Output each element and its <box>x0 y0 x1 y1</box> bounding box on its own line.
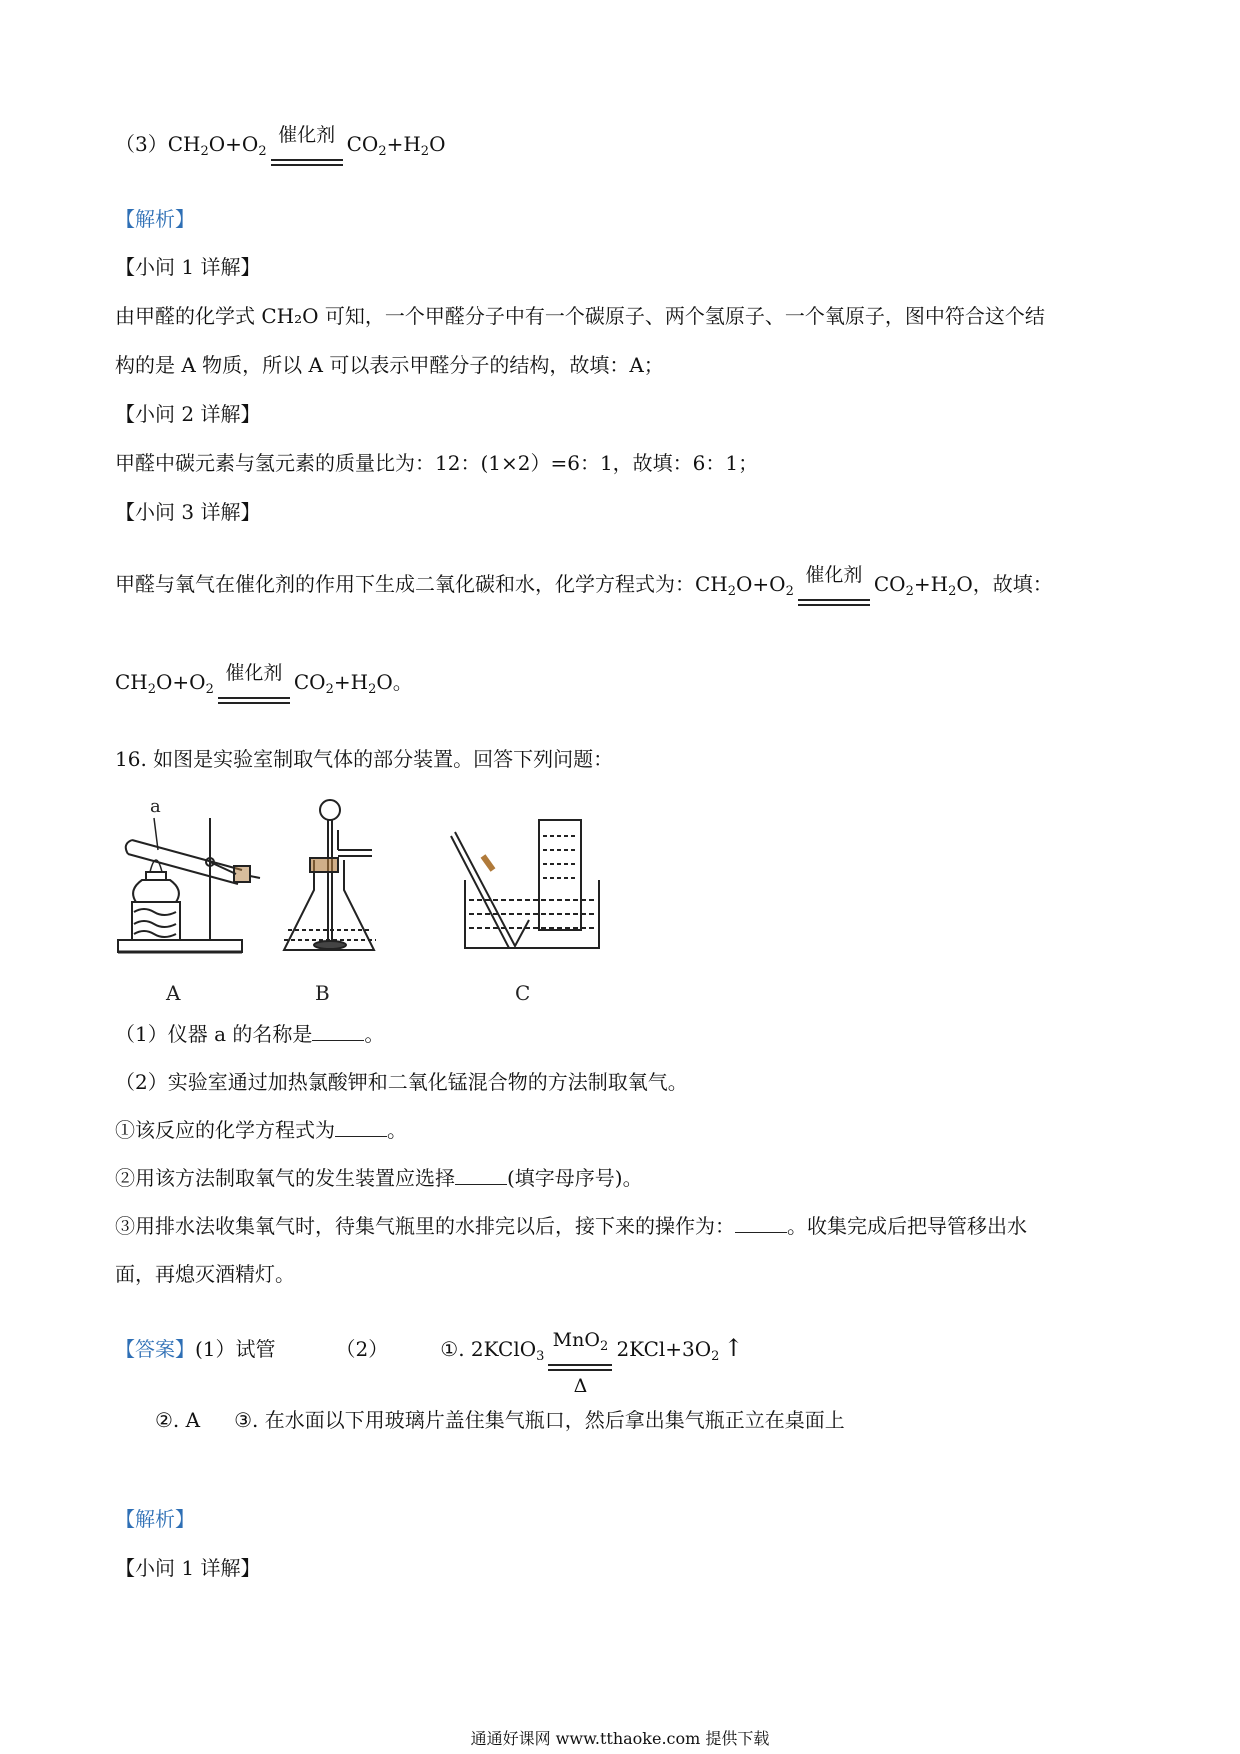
apparatus-b <box>284 800 376 950</box>
question16-stem: 16. 如图是实验室制取气体的部分装置。回答下列问题： <box>115 747 614 771</box>
fig-label-c: C <box>515 981 531 1005</box>
sub2-line: 甲醛中碳元素与氢元素的质量比为：12：(1×2）=6：1，故填：6：1； <box>115 451 759 475</box>
q16-1: （1）仪器 a 的名称是 。 <box>115 1022 385 1046</box>
apparatus-a <box>118 796 260 952</box>
analysis-label: 【解析】 <box>115 207 195 231</box>
catalyst-arrow: 催化剂 <box>798 587 870 606</box>
q3-prefix: （3） <box>115 132 168 156</box>
prev-answer-q3 <box>115 124 446 166</box>
sub3-line: 甲醛与氧气在催化剂的作用下生成二氧化碳和水，化学方程式为：$CH_2O+O_2$ 催化剂 $CO_2+H_2O$，故填： <box>115 570 1053 606</box>
sub3-heading: 【小问 3 详解】 <box>115 500 261 524</box>
sub2-heading: 【小问 2 详解】 <box>115 402 261 426</box>
q16-2-3-line2: 面，再熄灭酒精灯。 <box>115 1262 295 1286</box>
catalyst-arrow: 催化剂 <box>271 147 343 166</box>
mno2-arrow: MnO$_2$ Δ <box>548 1352 612 1371</box>
label-a: a <box>150 796 161 817</box>
q16-2-2: ②用该方法制取氧气的发生装置应选择 (填字母序号)。 <box>115 1166 643 1190</box>
q3-right: $CO_2+H_2O$ <box>346 132 446 159</box>
apparatus-c <box>451 820 599 948</box>
analysis2-label: 【解析】 <box>115 1507 195 1531</box>
sub1-line1: 由甲醛的化学式 CH₂O 可知，一个甲醛分子中有一个碳原子、两个氢原子、一个氧原子，图中符合这个结 <box>115 304 1045 328</box>
q3-left: $CH_2O+O_2$ <box>167 132 267 159</box>
fig-label-a: A <box>166 981 181 1005</box>
q16-2-1: ①该反应的化学方程式为 。 <box>115 1118 407 1142</box>
blank <box>455 1166 507 1185</box>
answer16: 【答案】(1）试管 （2） ①. 2KClO$_3$ MnO$_2$ Δ $2KCl+3O_2$ ↑ <box>115 1329 744 1397</box>
catalyst-arrow: 催化剂 <box>218 685 290 704</box>
blank <box>735 1214 787 1233</box>
analysis2-sub1-heading: 【小问 1 详解】 <box>115 1556 261 1580</box>
answer-label: 【答案】 <box>115 1337 195 1361</box>
fig-label-b: B <box>315 981 330 1005</box>
blank <box>335 1118 387 1137</box>
blank <box>312 1022 364 1041</box>
footer: 通通好课网 www.tthaoke.com 提供下载 <box>470 1729 770 1748</box>
sub3-final: $CH_2O+O_2$ 催化剂 $CO_2+H_2O$。 <box>115 668 413 704</box>
sub1-heading: 【小问 1 详解】 <box>115 255 261 279</box>
q16-2: （2）实验室通过加热氯酸钾和二氧化锰混合物的方法制取氧气。 <box>115 1070 688 1094</box>
answer16-line2: ②. A ③. 在水面以下用玻璃片盖住集气瓶口，然后拿出集气瓶正立在桌面上 <box>155 1408 845 1432</box>
q16-2-3-line1: ③用排水法收集氧气时，待集气瓶里的水排完以后，接下来的操作为： 。收集完成后把导管移出水 <box>115 1214 1027 1238</box>
lab-apparatus-figure <box>110 790 690 1010</box>
sub1-line2: 构的是 A 物质，所以 A 可以表示甲醛分子的结构，故填：A； <box>115 353 664 377</box>
